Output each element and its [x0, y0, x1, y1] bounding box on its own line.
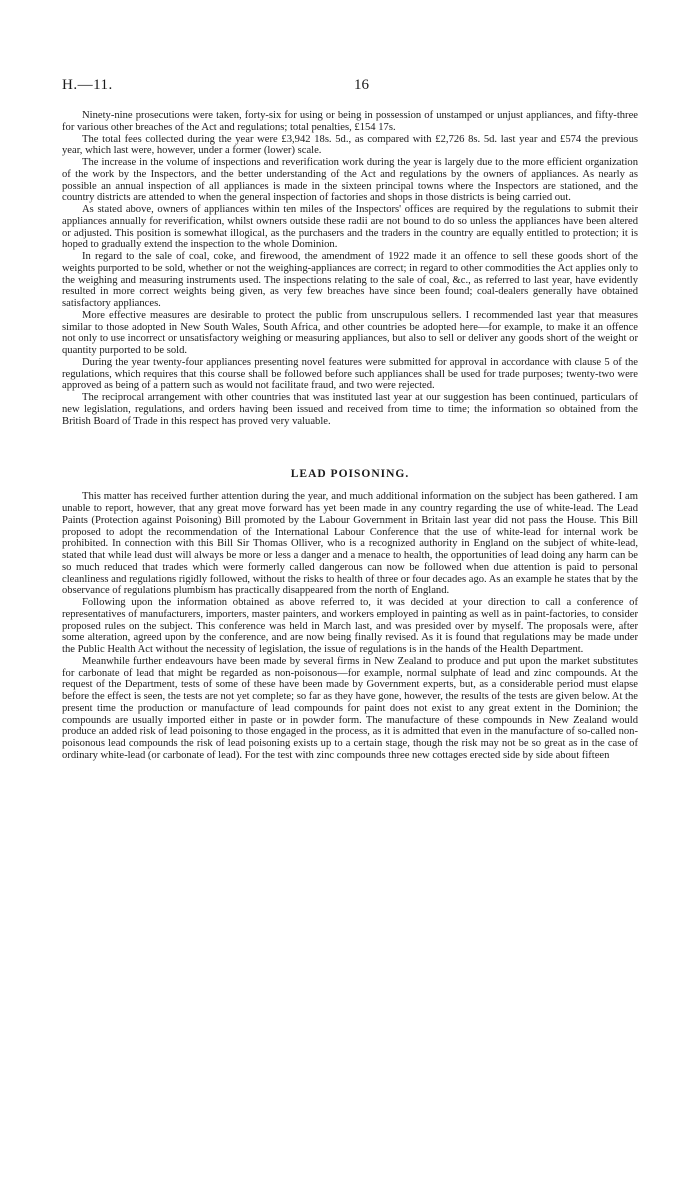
paragraph-inspections-increase: The increase in the volume of inspections and reverification work during the year is largely due to the more efficient organization of the work by the Inspectors, and the better understanding of the Act and regulations by the owners of appliances. As nearly as possible an annual inspection of all appliances is made in the sixteen principal towns where the Inspectors are stationed, and the country districts are attended to when the general inspection of factories and shops in those districts is being carried out.: [62, 157, 638, 204]
paragraph-reciprocal-arrangement: The reciprocal arrangement with other countries that was instituted last year at our suggestion has been continued, particulars of new legislation, regulations, and orders having been issued and received from time to time; the information so obtained from the British Board of Trade in this respect has proved very valuable.: [62, 392, 638, 427]
page-number: 16: [354, 77, 369, 93]
paragraph-prosecutions: Ninety-nine prosecutions were taken, forty-six for using or being in possession of unstamped or unjust appliances, and fifty-three for various other breaches of the Act and regulations; total penalties, £154 17s.: [62, 110, 638, 133]
paragraph-effective-measures: More effective measures are desirable to protect the public from unscrupulous sellers. I recommended last year that measures similar to those adopted in New South Wales, South Africa, and other countries be adopted here—for example, to make it an offence not only to use incorrect or unsatisfactory weighing or measuring appliances, but also to sell or deliver any goods short of the weight or quantity purported to be sold.: [62, 309, 638, 356]
body-text: [62, 110, 638, 762]
paragraph-fees: The total fees collected during the year were £3,942 18s. 5d., as compared with £2,726 8s. 5d. last year and £574 the previous year, which last were, however, under a former (lower) scale.: [62, 133, 638, 157]
section-heading-lead-poisoning: LEAD POISONING.: [290, 468, 410, 481]
paragraph-novel-appliances: During the year twenty-four appliances presenting novel features were submitted for approval in accordance with clause 5 of the regulations, which requires that this course shall be followed before such appliances shall be used for trade purposes; twenty-two were approved as being of a pattern such as would not facilitate fraud, and two were rejected.: [62, 356, 638, 392]
paragraph-reverification: As stated above, owners of appliances within ten miles of the Inspectors' offices are required by the regulations to submit their appliances annually for reverification, whilst owners outside these radii are not bound to do so unless the appliances have been altered or adjusted. This position is somewhat illogical, as the purchasers and the traders in the country are equally entitled to protection; it is hoped to gradually extend the inspection to the whole Dominion.: [62, 204, 638, 251]
page-header: [62, 77, 638, 99]
paragraph-lead-attention: This matter has received further attention during the year, and much additional information on the subject has been gathered. I am unable to report, however, that any great move forward has yet been made in any country regarding the use of white-lead. The Lead Paints (Protection against Poisoning) Bill promoted by the Labour Government in Britain last year did not pass the House. This Bill proposed to adopt the recommendation of the International Labour Conference that the use of white-lead for internal work be prohibited. In connection with this Bill Sir Thomas Olliver, who is a recognized authority in England on the subject of white-lead, stated that while lead dust will always be more or less a danger and a menace to health, the opportunities of lead doing any harm can be so much reduced that trades which were formerly called dangerous can now be followed when due attention is paid to personal cleanliness and regulations rigidly followed, without the risks to health of three or four decades ago. As an example he states that by the observance of regulations plumbism has practically disappeared from the north of England.: [62, 491, 638, 597]
report-reference: H.—11.: [62, 77, 113, 93]
paragraph-coal-sale: In regard to the sale of coal, coke, and firewood, the amendment of 1922 made it an offence to sell these goods short of the weights purported to be sold, whether or not the weighing-appliances are correct; in regard to other commodities the Act applies only to the weighing and measuring instruments used. The inspections relating to the sale of coal, &c., as referred to last year, have evidently resulted in more correct weights being given, as very few breaches have since been found; coal-dealers generally have obtained satisfactory appliances.: [62, 251, 638, 309]
paragraph-conference: Following upon the information obtained as above referred to, it was decided at your direction to call a conference of representatives of manufacturers, importers, master painters, and workers employed in painting as well as in paint-factories, to consider proposed rules on the subject. This conference was held in March last, and was presided over by myself. The proposals were, after some alteration, agreed upon by the conference, and are now being finally revised. As it is found that regulations may be made under the Public Health Act without the necessity of legislation, the issue of regulations is in the hands of the Health Department.: [62, 597, 638, 655]
paragraph-substitutes: Meanwhile further endeavours have been made by several firms in New Zealand to produce and put upon the market substitutes for carbonate of lead that might be regarded as non-poisonous—for example, normal sulphate of lead and zinc compounds. At the request of the Department, tests of some of these have been made by Government experts, but, as a considerable period must elapse before the effect is seen, the tests are not yet complete; so far as they have gone, however, the results of the tests are given below. At the present time the production or manufacture of lead compounds for paint does not exist to any great extent in the Dominion; the compounds are usually imported either in paste or in powder form. The manufacture of these compounds in New Zealand would produce an added risk of lead poisoning to those engaged in the process, as it is admitted that even in the manufacture of so-called non-poisonous lead compounds the risk of lead poisoning exists up to a certain stage, though the risk may not be so great as in the case of ordinary white-lead (or carbonate of lead). For the test with zinc compounds three new cottages erected side by side about fifteen: [62, 655, 638, 761]
